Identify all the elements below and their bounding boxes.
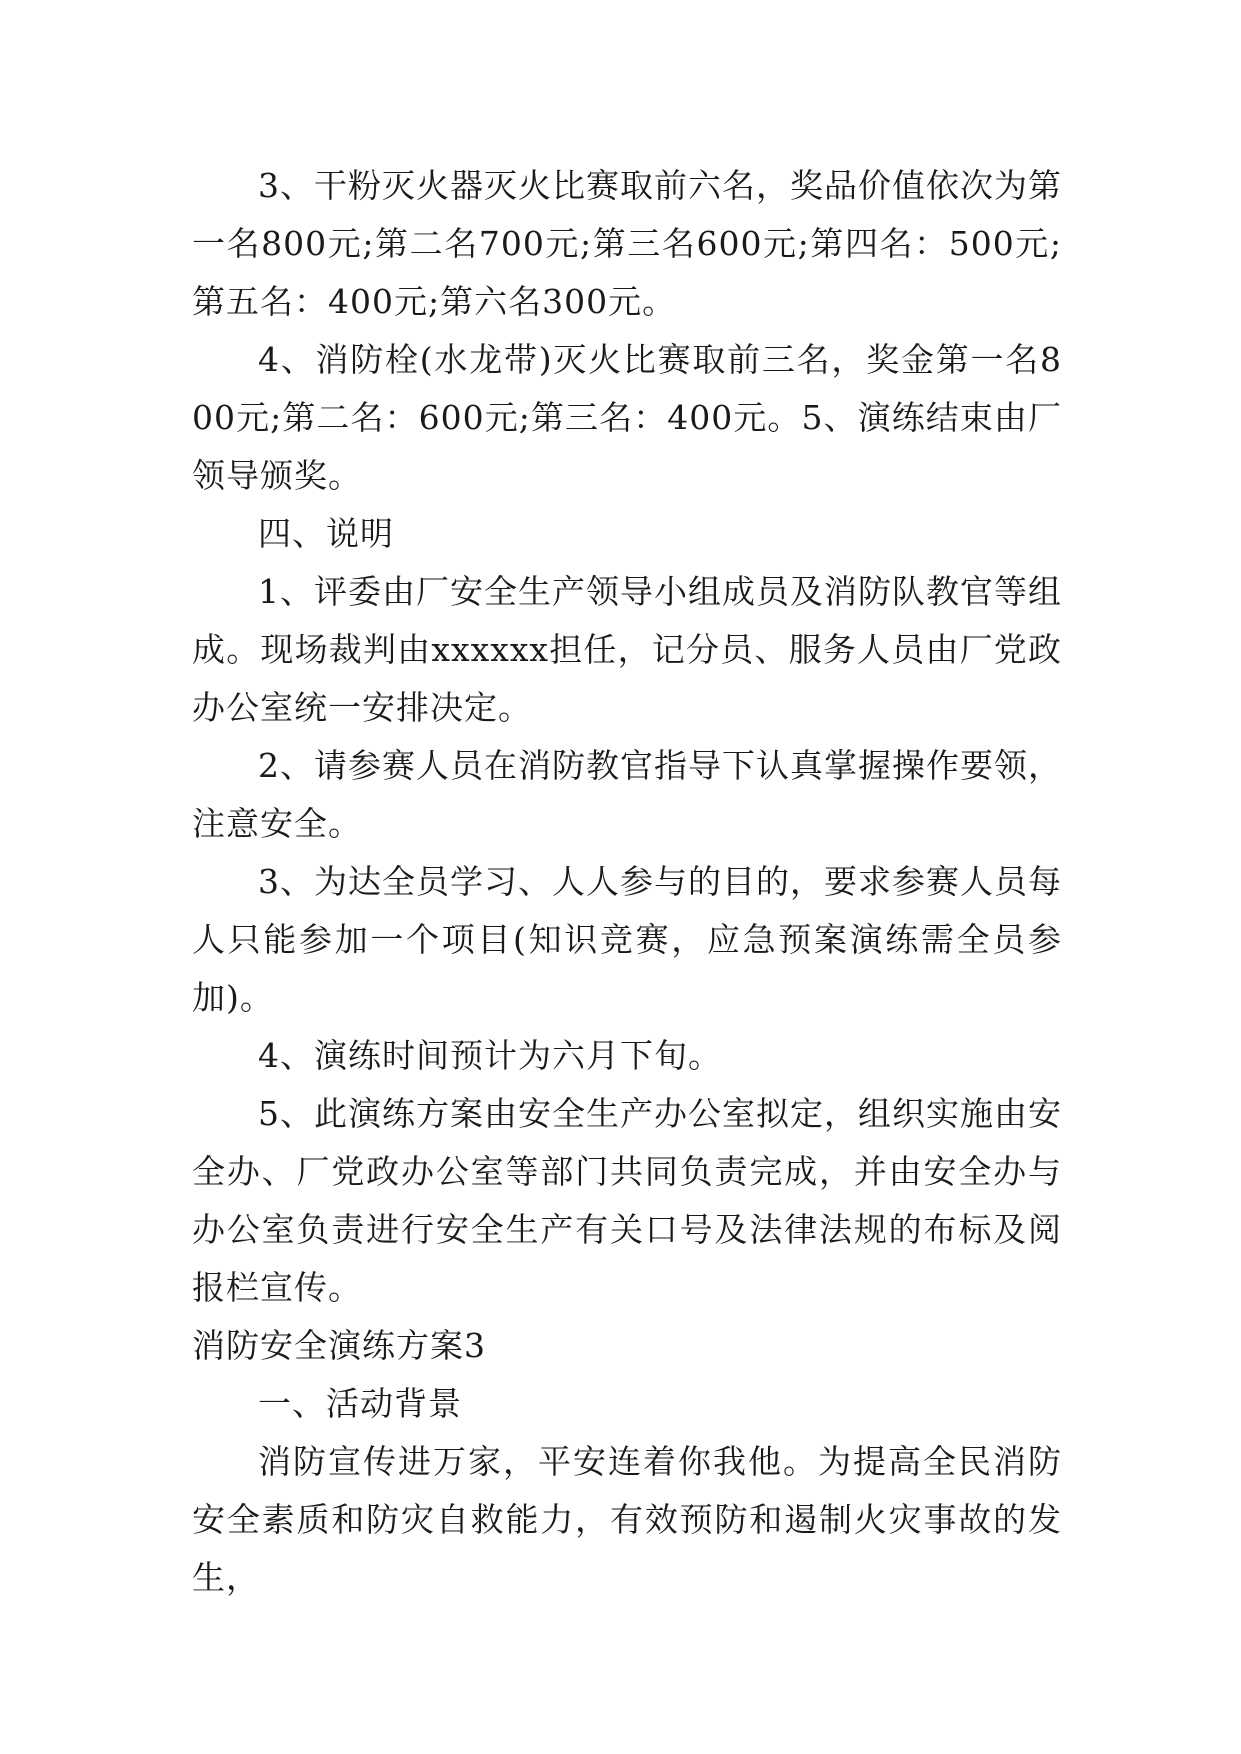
paragraph-note-5: 5、此演练方案由安全生产办公室拟定，组织实施由安全办、厂党政办公室等部门共同负责完成，并由安全办与办公室负责进行安全生产有关口号及法律法规的布标及阅报栏宣传。	[192, 1094, 1062, 1307]
section-title: 消防安全演练方案3	[192, 1326, 486, 1365]
paragraph-note-3: 3、为达全员学习、人人参与的目的，要求参赛人员每人只能参加一个项目(知识竞赛，应急预案演练需全员参加)。	[192, 862, 1062, 1017]
heading-background: 一、活动背景	[258, 1384, 462, 1423]
document-body	[192, 157, 1062, 1607]
heading-notes: 四、说明	[258, 514, 394, 553]
paragraph-note-1: 1、评委由厂安全生产领导小组成员及消防队教官等组成。现场裁判由xxxxxx担任，记分员、服务人员由厂党政办公室统一安排决定。	[192, 572, 1062, 727]
paragraph-background: 消防宣传进万家，平安连着你我他。为提高全民消防安全素质和防灾自救能力，有效预防和遏制火灾事故的发生，	[192, 1442, 1062, 1597]
paragraph-prize-dry-powder: 3、干粉灭火器灭火比赛取前六名，奖品价值依次为第一名800元;第二名700元;第三名600元;第四名：500元;第五名：400元;第六名300元。	[192, 166, 1062, 321]
paragraph-note-4: 4、演练时间预计为六月下旬。	[258, 1036, 722, 1075]
paragraph-prize-hydrant: 4、消防栓(水龙带)灭火比赛取前三名，奖金第一名800元;第二名：600元;第三名：400元。5、演练结束由厂领导颁奖。	[192, 340, 1062, 495]
paragraph-note-2: 2、请参赛人员在消防教官指导下认真掌握操作要领，注意安全。	[192, 746, 1062, 843]
